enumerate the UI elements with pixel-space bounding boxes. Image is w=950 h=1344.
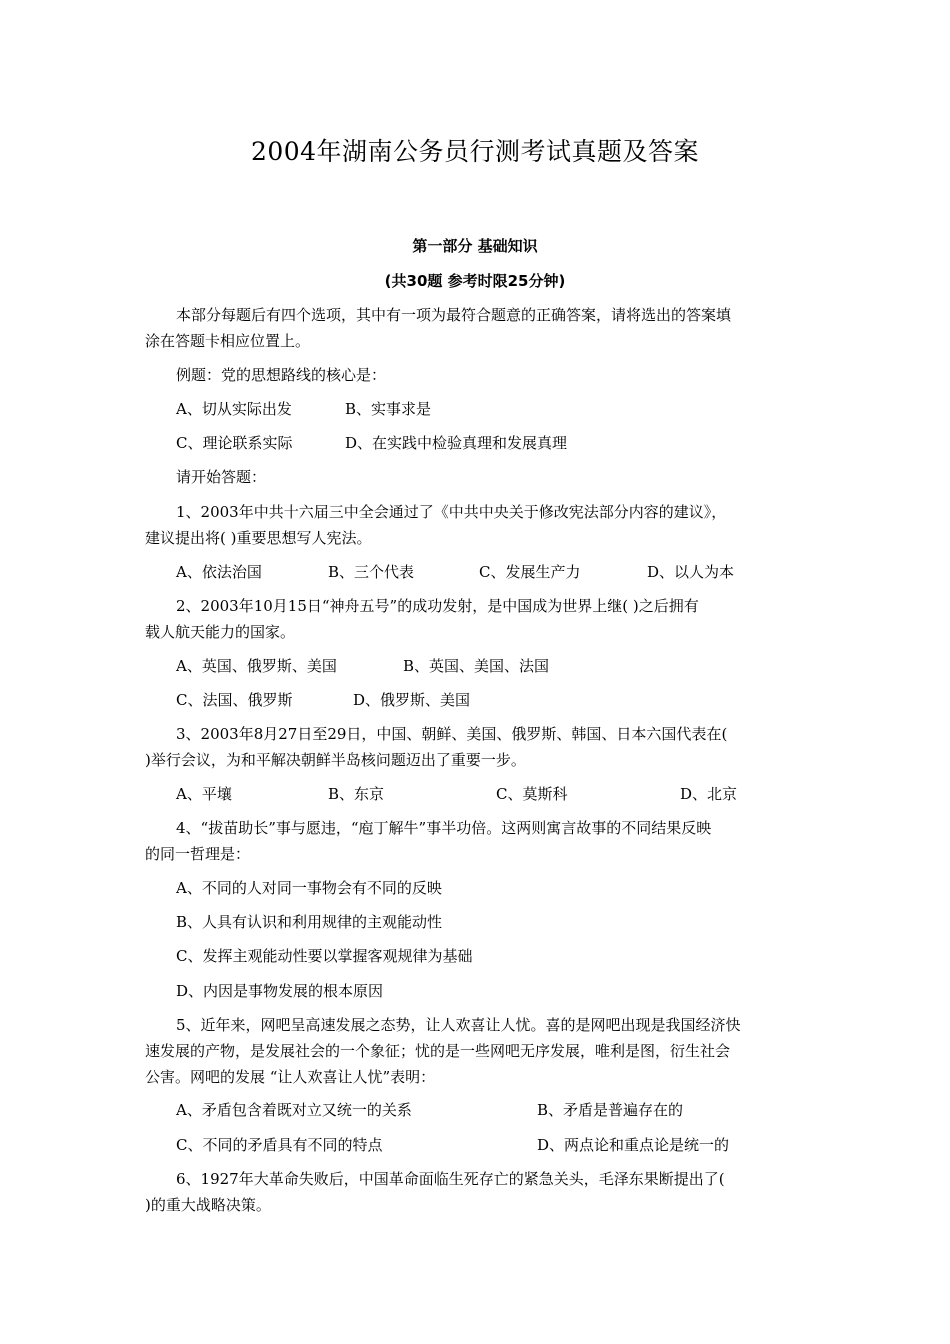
question-6-stem-line-2: )的重大战略决策。 [145, 1196, 271, 1214]
question-5-option-b: B、矛盾是普遍存在的 [537, 1101, 684, 1119]
document-title: 2004年湖南公务员行测考试真题及答案 [250, 137, 700, 166]
question-3-option-b: B、东京 [328, 785, 385, 803]
question-2-stem-line-2: 载人航天能力的国家。 [145, 623, 296, 641]
question-2-stem-line-1: 2、2003年10月15日“神舟五号”的成功发射，是中国成为世界上继( )之后拥有 [176, 597, 699, 615]
example-option-a: A、切从实际出发 [176, 400, 292, 418]
question-3-stem-line-1: 3、2003年8月27日至29日，中国、朝鲜、美国、俄罗斯、韩国、日本六国代表在( [176, 725, 728, 743]
question-6-stem-line-1: 6、1927年大革命失败后，中国革命面临生死存亡的紧急关头，毛泽东果断提出了( [176, 1170, 725, 1188]
question-2-option-a: A、英国、俄罗斯、美国 [176, 657, 337, 675]
question-4-option-a: A、不同的人对同一事物会有不同的反映 [176, 879, 442, 897]
question-1-option-a: A、依法治国 [176, 563, 262, 581]
example-option-c: C、理论联系实际 [176, 434, 293, 452]
question-3-option-c: C、莫斯科 [496, 785, 568, 803]
question-1-option-c: C、发展生产力 [479, 563, 581, 581]
question-4-stem-line-1: 4、“拔苗助长”事与愿违，“庖丁解牛”事半功倍。这两则寓言故事的不同结果反映 [176, 819, 712, 837]
question-5-stem-line-2: 速发展的产物，是发展社会的一个象征；忧的是一些网吧无序发展，唯利是图，衍生社会 [145, 1042, 731, 1060]
question-3-stem-line-2: )举行会议，为和平解决朝鲜半岛核问题迈出了重要一步。 [145, 751, 526, 769]
question-3-option-a: A、平壤 [176, 785, 232, 803]
question-2-option-b: B、英国、美国、法国 [403, 657, 550, 675]
question-5-option-d: D、两点论和重点论是统一的 [537, 1136, 730, 1154]
question-1-option-d: D、以人为本 [647, 563, 735, 581]
section-subheading: (共30题 参考时限25分钟) [384, 272, 566, 290]
question-1-stem-line-1: 1、2003年中共十六届三中全会通过了《中共中央关于修改宪法部分内容的建议》， [176, 503, 727, 521]
question-5-option-a: A、矛盾包含着既对立又统一的关系 [176, 1101, 412, 1119]
example-option-b: B、实事求是 [345, 400, 432, 418]
question-4-option-d: D、内因是事物发展的根本原因 [176, 982, 384, 1000]
start-instruction: 请开始答题： [176, 468, 267, 486]
question-2-option-d: D、俄罗斯、美国 [353, 691, 471, 709]
question-5-stem-line-1: 5、近年来，网吧呈高速发展之态势，让人欢喜让人忧。喜的是网吧出现是我国经济快 [176, 1016, 741, 1034]
question-1-stem-line-2: 建议提出将( )重要思想写人宪法。 [145, 529, 372, 547]
intro-line-1: 本部分每题后有四个选项，其中有一项为最符合题意的正确答案，请将选出的答案填 [176, 306, 732, 324]
intro-line-2: 涂在答题卡相应位置上。 [145, 332, 311, 350]
question-2-option-c: C、法国、俄罗斯 [176, 691, 293, 709]
section-heading: 第一部分 基础知识 [412, 237, 538, 255]
question-4-option-b: B、人具有认识和利用规律的主观能动性 [176, 913, 443, 931]
question-4-stem-line-2: 的同一哲理是： [145, 845, 251, 863]
question-1-option-b: B、三个代表 [328, 563, 415, 581]
question-4-option-c: C、发挥主观能动性要以掌握客观规律为基础 [176, 947, 473, 965]
question-3-option-d: D、北京 [680, 785, 738, 803]
question-5-stem-line-3: 公害。网吧的发展 “让人欢喜让人忧”表明： [145, 1068, 436, 1086]
example-option-d: D、在实践中检验真理和发展真理 [345, 434, 568, 452]
example-stem: 例题：党的思想路线的核心是： [176, 366, 387, 384]
question-5-option-c: C、不同的矛盾具有不同的特点 [176, 1136, 383, 1154]
